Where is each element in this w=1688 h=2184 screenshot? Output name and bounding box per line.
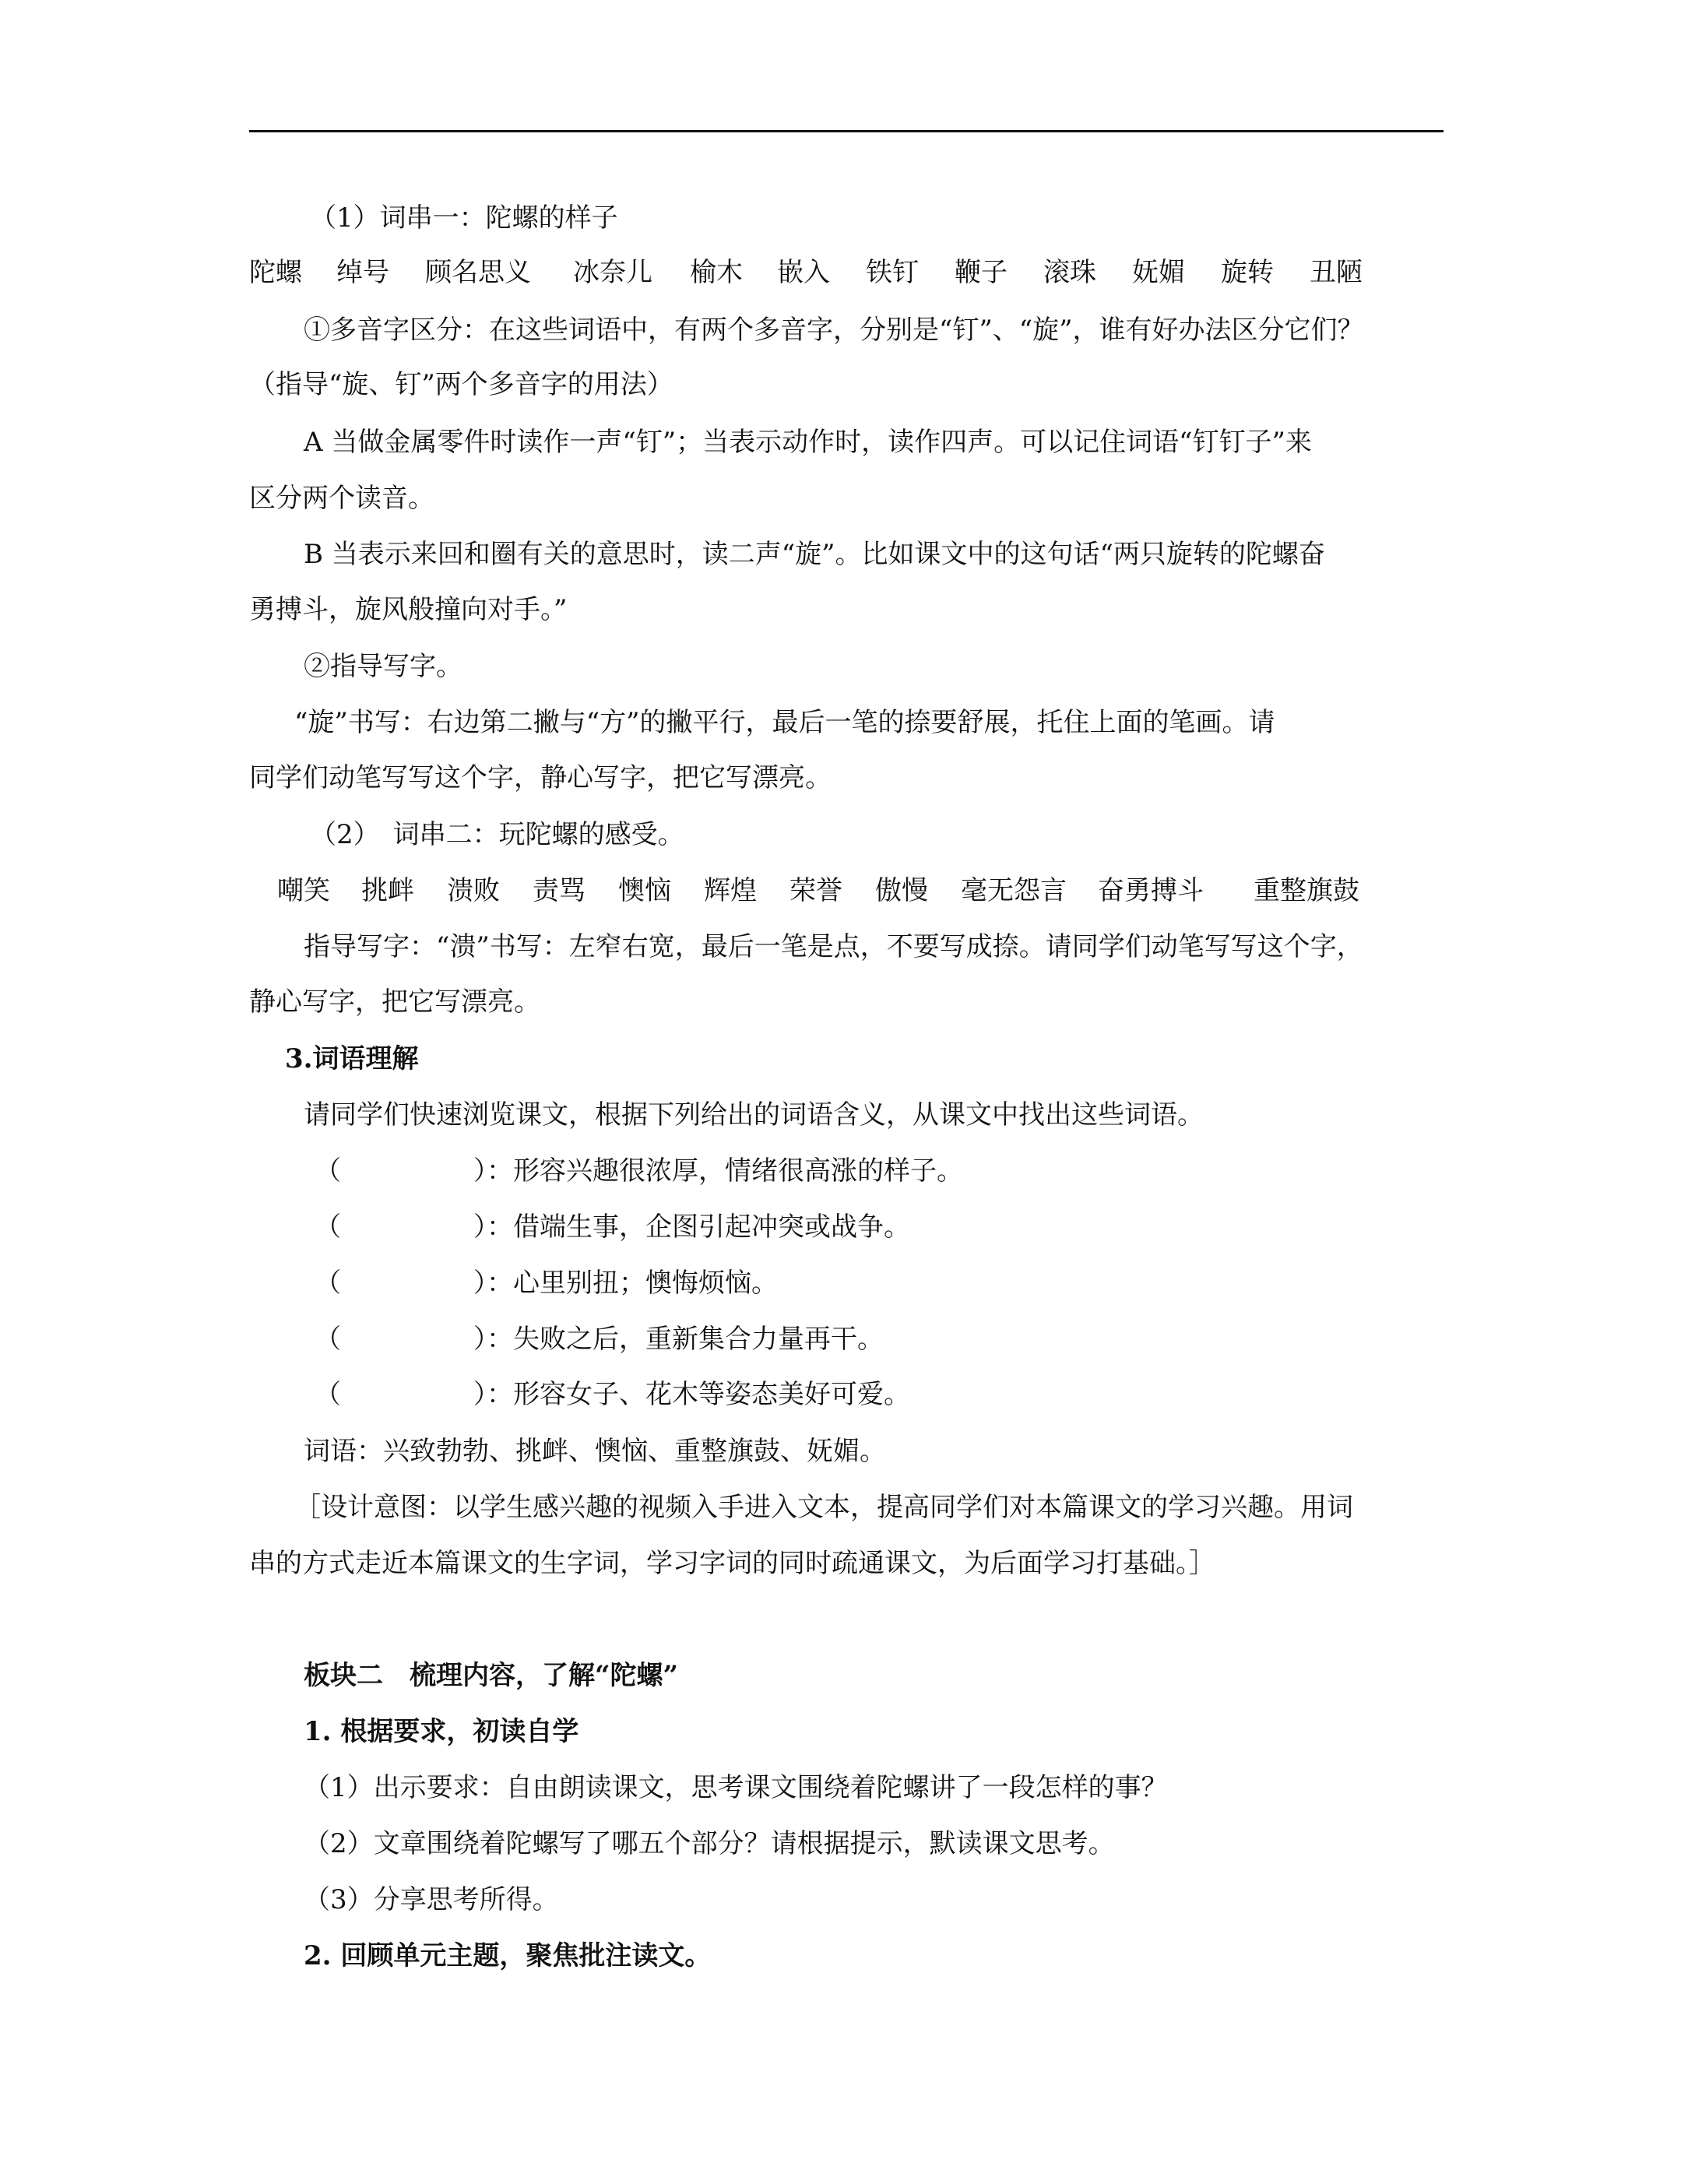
design-intent-line1: ［设计意图：以学生感兴趣的视频入手进入文本，提高同学们对本篇课文的学习兴趣。用词 [294, 1492, 1353, 1523]
s3-answers: 词语：兴致勃勃、挑衅、懊恼、重整旗鼓、妩媚。 [304, 1436, 886, 1467]
s1-pX-line2: 同学们动笔写写这个字，静心写字，把它写漂亮。 [249, 762, 832, 793]
word: 懊恼 [618, 875, 671, 906]
word: 铁钉 [866, 257, 919, 288]
block2-h1: 1. 根据要求，初读自学 [304, 1716, 579, 1747]
definition-item: （ ）：形容女子、花木等姿态美好可爱。 [315, 1379, 910, 1410]
s1-pX-line1: “旋”书写：右边第二撇与“方”的撇平行，最后一笔的捺要舒展，托住上面的笔画。请 [294, 707, 1275, 738]
word: 陀螺 [249, 257, 302, 288]
definition-item: （ ）：借端生事，企图引起冲突或战争。 [315, 1212, 910, 1243]
word: 嘲笑 [277, 875, 330, 906]
header-rule [249, 130, 1444, 132]
s1-heading: （1）词串一：陀螺的样子 [310, 202, 618, 234]
word: 鞭子 [955, 257, 1008, 288]
word: 荣誉 [789, 875, 842, 906]
block2-q2: （2）文章围绕着陀螺写了哪五个部分？请根据提示，默读课文思考。 [304, 1828, 1115, 1859]
s1-pB-line1: B 当表示来回和圈有关的意思时，读二声“旋”。比如课文中的这句话“两只旋转的陀螺奋 [304, 539, 1325, 570]
word: 嵌入 [777, 257, 830, 288]
s3-heading: 3.词语理解 [285, 1043, 419, 1074]
word: 顾名思义 [425, 257, 531, 288]
word: 旋转 [1221, 257, 1274, 288]
definition-item: （ ）：形容兴趣很浓厚，情绪很高涨的样子。 [315, 1155, 963, 1187]
s3-intro: 请同学们快速浏览课文，根据下列给出的词语含义，从课文中找出这些词语。 [304, 1099, 1204, 1131]
s2-heading: （2） 词串二：玩陀螺的感受。 [310, 819, 684, 850]
s1-pA-line1: A 当做金属零件时读作一声“钉”；当表示动作时，读作四声。可以记住词语“钉钉子”来 [304, 427, 1312, 458]
s1-pB-line2: 勇搏斗，旋风般撞向对手。” [249, 594, 568, 625]
word: 滚珠 [1043, 257, 1096, 288]
word: 傲慢 [875, 875, 928, 906]
word: 毫无怨言 [961, 875, 1067, 906]
block2-title: 板块二 梳理内容，了解“陀螺” [304, 1660, 679, 1691]
s1-p1-line1: ①多音字区分：在这些词语中，有两个多音字，分别是“钉”、“旋”，谁有好办法区分它们？ [304, 315, 1364, 346]
word: 绰号 [336, 257, 389, 288]
block2-q3: （3）分享思考所得。 [304, 1884, 559, 1915]
word: 冰奈儿 [573, 257, 652, 288]
s2-p-line2: 静心写字，把它写漂亮。 [249, 986, 540, 1018]
block2-h2: 2. 回顾单元主题，聚焦批注读文。 [304, 1940, 712, 1971]
word: 责骂 [533, 875, 586, 906]
s1-pA-line2: 区分两个读音。 [249, 483, 434, 514]
block2-q1: （1）出示要求：自由朗读课文，思考课文围绕着陀螺讲了一段怎样的事？ [304, 1772, 1168, 1803]
word: 丑陋 [1310, 257, 1363, 288]
s2-word-row [277, 873, 1386, 909]
s1-word-row [249, 255, 1387, 290]
s2-p-line1: 指导写字：“溃”书写：左窄右宽，最后一笔是点，不要写成捺。请同学们动笔写写这个字， [304, 931, 1363, 962]
definition-item: （ ）：失败之后，重新集合力量再干。 [315, 1324, 884, 1355]
design-intent-line2: 串的方式走近本篇课文的生字词，学习字词的同时疏通课文，为后面学习打基础。］ [249, 1548, 1215, 1579]
word: 榆木 [690, 257, 743, 288]
word: 辉煌 [704, 875, 757, 906]
word: 奋勇搏斗 [1098, 875, 1204, 906]
word: 溃败 [447, 875, 500, 906]
word: 重整旗鼓 [1254, 875, 1359, 906]
s1-p2: ②指导写字。 [304, 651, 462, 682]
definition-item: （ ）：心里别扭；懊悔烦恼。 [315, 1268, 778, 1299]
s1-p1-line2: （指导“旋、钉”两个多音字的用法） [249, 369, 673, 400]
word: 挑衅 [361, 875, 414, 906]
word: 妩媚 [1132, 257, 1185, 288]
